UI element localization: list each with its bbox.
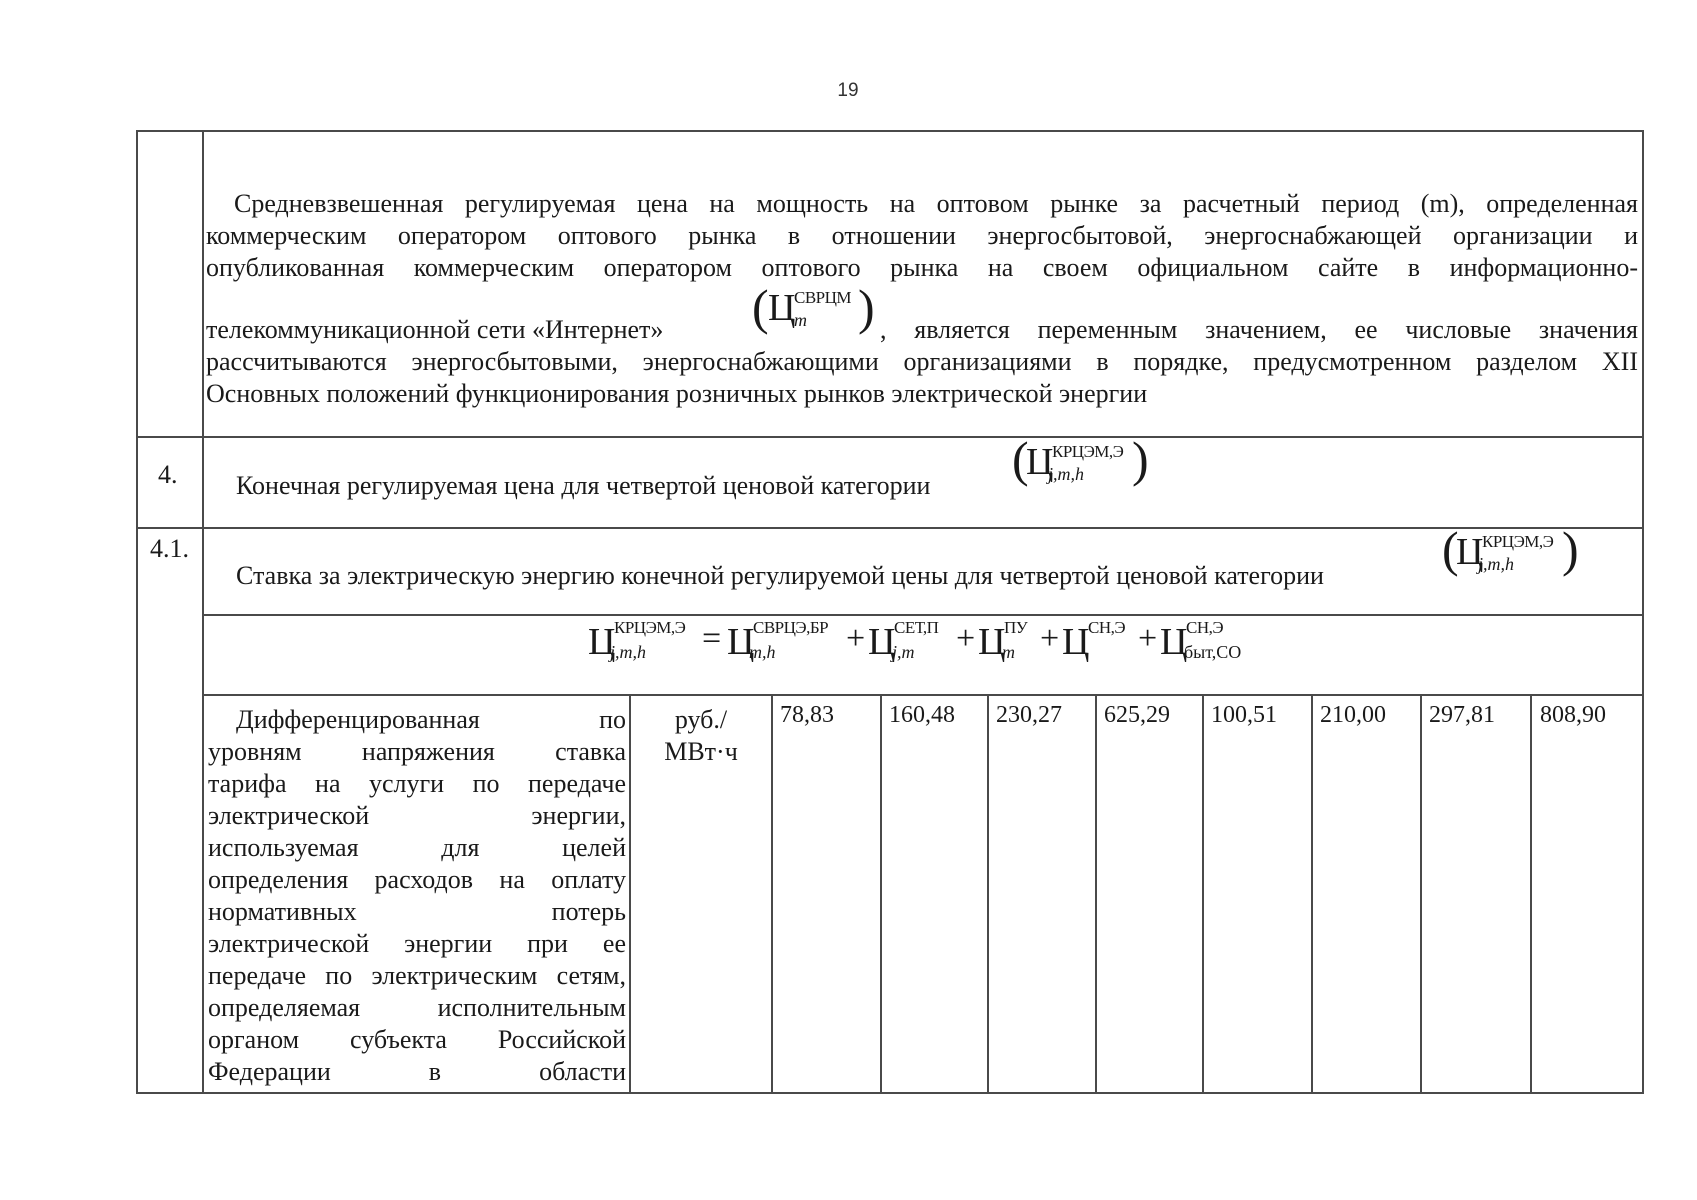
- value-divider-3: [1095, 694, 1097, 1094]
- symbol-superscript: КРЦЭМ,Э: [614, 618, 686, 637]
- value-divider-2: [987, 694, 989, 1094]
- symbol-subscript: m: [1002, 642, 1015, 662]
- description-line: передаче по электрическим сетям,: [208, 961, 626, 990]
- value-divider-7: [1530, 694, 1532, 1094]
- row-prev-text-line-1: Средневзвешенная регулируемая цена на мощность на оптовом рынке за расчетный период (m), определенная: [234, 189, 1638, 218]
- symbol-base: Ц: [727, 621, 755, 663]
- description-line: нормативных потерь: [208, 897, 626, 926]
- formula-term-set: [868, 618, 939, 664]
- close-paren: ): [858, 279, 875, 335]
- table-top-border: [136, 130, 1644, 132]
- unit-line-2: МВт·ч: [664, 737, 738, 766]
- symbol-base: Ц: [588, 621, 616, 663]
- desc-unit-divider: [629, 694, 631, 1094]
- row-divider-4: [204, 694, 1644, 696]
- number-column-divider: [202, 130, 204, 1094]
- value-cell: 100,51: [1211, 702, 1277, 728]
- symbol-superscript: КРЦЭМ,Э: [1052, 442, 1124, 461]
- symbol-base: Ц: [978, 621, 1006, 663]
- row-4-1-number: 4.1.: [150, 534, 189, 563]
- row-prev-text-line-6: Основных положений функционирования розничных рынков электрической энергии: [206, 379, 1148, 408]
- table-bottom-border: [138, 1092, 1644, 1094]
- open-paren: (: [1012, 431, 1029, 487]
- symbol-superscript: СЕТ,П: [894, 618, 939, 637]
- formula-term-svrce: [727, 618, 829, 664]
- close-paren: ): [1562, 521, 1579, 577]
- value-divider-6: [1420, 694, 1422, 1094]
- formula-lhs: [588, 618, 686, 664]
- value-cell: 160,48: [889, 702, 955, 728]
- open-paren: (: [752, 279, 769, 335]
- row-prev-text-line-3: опубликованная коммерческим оператором оптового рынка на своем официальном сайте в информационно-: [206, 253, 1638, 282]
- formula-term-sne: [1062, 618, 1126, 664]
- description-line: электрической энергии при ее: [208, 929, 626, 958]
- symbol-base: Ц: [1456, 531, 1484, 573]
- description-line: определяемая исполнительным: [208, 993, 626, 1022]
- formula-plus-1: +: [846, 620, 866, 657]
- row-prev-text-line-2: коммерческим оператором оптового рынка в отношении энергосбытовой, энергоснабжающей организации и: [206, 221, 1638, 250]
- page-number: 19: [837, 80, 859, 101]
- description-line: определения расходов на оплату: [208, 865, 626, 894]
- symbol-superscript: СВРЦМ: [794, 288, 852, 307]
- symbol-base: Ц: [1160, 621, 1188, 663]
- row-4-text: Конечная регулируемая цена для четвертой ценовой категории: [236, 471, 931, 500]
- symbol-base: Ц: [1026, 441, 1054, 483]
- symbol-superscript: ПУ: [1004, 618, 1028, 637]
- value-cell: 78,83: [780, 702, 834, 728]
- close-paren: ): [1132, 431, 1149, 487]
- row-prev-text-line-5: рассчитываются энергосбытовыми, энергоснабжающими организациями в порядке, предусмотренном разделом XII: [206, 347, 1638, 376]
- description-line: уровням напряжения ставка: [208, 737, 626, 766]
- description-line: органом субъекта Российской: [208, 1025, 626, 1054]
- table-left-border: [136, 130, 138, 1094]
- row-prev-text-line-4-end: , является переменным значением, ее числовые значения: [880, 315, 1638, 344]
- table-right-border: [1642, 130, 1644, 1094]
- row-divider-1: [136, 436, 1644, 438]
- row-divider-2: [136, 527, 1644, 529]
- row-4-1-text: Ставка за электрическую энергию конечной регулируемой цены для четвертой ценовой категории: [236, 561, 1324, 590]
- formula-term-sne-byt: [1160, 618, 1242, 664]
- symbol-superscript: СВРЦЭ,БР: [753, 618, 829, 637]
- symbol-svrcm: [768, 286, 852, 330]
- formula-plus-3: +: [1040, 620, 1060, 657]
- symbol-krcem: [1456, 530, 1554, 574]
- symbol-superscript: СН,Э: [1186, 618, 1224, 637]
- value-cell: 210,00: [1320, 702, 1386, 728]
- value-cell: 230,27: [996, 702, 1062, 728]
- open-paren: (: [1442, 521, 1459, 577]
- description-line: используемая для целей: [208, 833, 626, 862]
- symbol-base: Ц: [768, 287, 796, 329]
- symbol-subscript: j,m,h: [1048, 464, 1084, 484]
- value-cell: 297,81: [1429, 702, 1495, 728]
- symbol-subscript: j,m,h: [610, 642, 646, 662]
- symbol-base: Ц: [1062, 621, 1090, 663]
- formula-plus-4: +: [1138, 620, 1158, 657]
- formula-term-pu: [978, 618, 1028, 664]
- row-4-number: 4.: [158, 460, 178, 489]
- description-line: Федерации в области: [208, 1057, 626, 1086]
- symbol-superscript: СН,Э: [1088, 618, 1126, 637]
- unit-value-divider: [771, 694, 773, 1094]
- description-line: Дифференцированная по: [236, 705, 626, 734]
- row-divider-3: [204, 614, 1644, 616]
- symbol-subscript: m,h: [749, 642, 776, 662]
- value-divider-1: [880, 694, 882, 1094]
- value-divider-4: [1202, 694, 1204, 1094]
- row-prev-text-line-4-start: телекоммуникационной сети «Интернет»: [206, 315, 664, 344]
- symbol-subscript: быт,СО: [1184, 642, 1242, 662]
- symbol-subscript: m: [794, 310, 807, 330]
- description-line: электрической энергии,: [208, 801, 626, 830]
- value-cell: 625,29: [1104, 702, 1170, 728]
- formula-equals: =: [702, 620, 722, 657]
- symbol-subscript: j,m: [892, 642, 915, 662]
- formula-plus-2: +: [956, 620, 976, 657]
- symbol-krcem: [1026, 440, 1124, 484]
- unit-line-1: руб./: [674, 705, 728, 734]
- value-divider-5: [1311, 694, 1313, 1094]
- description-line: тарифа на услуги по передаче: [208, 769, 626, 798]
- symbol-base: Ц: [868, 621, 896, 663]
- symbol-superscript: КРЦЭМ,Э: [1482, 532, 1554, 551]
- value-cell: 808,90: [1540, 702, 1606, 728]
- symbol-subscript: j,m,h: [1478, 554, 1514, 574]
